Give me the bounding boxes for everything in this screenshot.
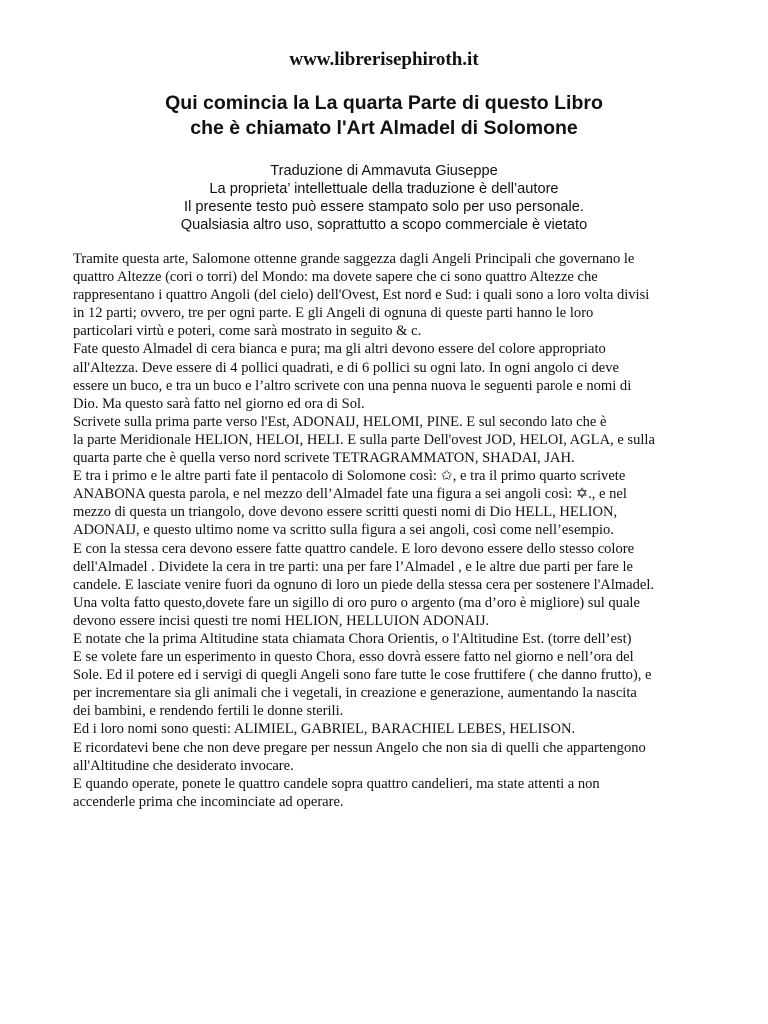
body-line: quattro Altezze (cori o torri) del Mondo: ma dovete sapere che ci sono quattro Altezze che xyxy=(73,269,598,286)
page-title xyxy=(0,91,768,141)
body-line: particolari virtù e poteri, come sarà mostrato in seguito & c. xyxy=(73,323,422,340)
body-line: rappresentano i quattro Angoli (del cielo) dell'Ovest, Est nord e Sud: i quali sono a loro volta divisi xyxy=(73,287,650,304)
body-line: E con la stessa cera devono essere fatte quattro candele. E loro devono essere dello stesso colore xyxy=(73,540,635,557)
title-line: Qui comincia la La quarta Parte di questo Libro xyxy=(165,92,603,114)
body-line: accenderle prima che incominciate ad operare. xyxy=(73,793,344,810)
body-line: E notate che la prima Altitudine stata chiamata Chora Orientis, o l'Altitudine Est. (torre dell’est) xyxy=(73,630,632,647)
body-line: Fate questo Almadel di cera bianca e pura; ma gli altri devono essere del colore appropriato xyxy=(73,341,606,358)
body-line: all'Altezza. Deve essere di 4 pollici quadrati, e di 6 pollici su ogni lato. In ogni angolo ci deve xyxy=(73,359,619,376)
body-line: la parte Meridionale HELION, HELOI, HELI. E sulla parte Dell'ovest JOD, HELOI, AGLA, e sulla xyxy=(73,431,655,448)
body-line: all'Altitudine che desiderato invocare. xyxy=(73,757,294,774)
translation-notice xyxy=(0,162,768,234)
body-line: Scrivete sulla prima parte verso l'Est, ADONAIJ, HELOMI, PINE. E sul secondo lato che è xyxy=(73,413,607,430)
notice-line: Qualsiasia altro uso, soprattutto a scopo commerciale è vietato xyxy=(180,217,588,233)
body-line: ANABONA questa parola, e nel mezzo dell’Almadel fate una figura a sei angoli così: ✡., e nel xyxy=(73,486,627,503)
notice-line: Traduzione di Ammavuta Giuseppe xyxy=(270,163,498,179)
body-line: in 12 parti; ovvero, tre per ogni parte. E gli Angeli di ognuna di queste parti hanno le loro xyxy=(73,305,594,322)
body-line: dei bambini, e rendendo fertili le donne sterili. xyxy=(73,703,344,720)
body-line: E quando operate, ponete le quattro candele sopra quattro candelieri, ma state attenti a non xyxy=(73,775,600,792)
body-line: E tra i primo e le altre parti fate il pentacolo di Solomone così: ✩, e tra il primo quarto scrivete xyxy=(73,468,626,485)
body-line: Tramite questa arte, Salomone ottenne grande saggezza dagli Angeli Principali che governano le xyxy=(73,251,635,267)
body-text xyxy=(73,250,713,811)
body-line: Sole. Ed il potere ed i servigi di quegli Angeli sono fare tutte le cose fruttifere ( che danno frutto), e xyxy=(73,667,652,684)
title-line: che è chiamato l'Art Almadel di Solomone xyxy=(190,117,578,139)
body-line: Ed i loro nomi sono questi: ALIMIEL, GABRIEL, BARACHIEL LEBES, HELISON. xyxy=(73,721,576,738)
body-line: mezzo di questa un triangolo, dove devono essere scritti questi nomi di Dio HELL, HELION, xyxy=(73,504,618,521)
body-line: E ricordatevi bene che non deve pregare per nessun Angelo che non sia di quelli che appartengono xyxy=(73,739,646,756)
body-line: candele. E lasciate venire fuori da ognuno di loro un piede della stessa cera per sostenere l'Almadel. xyxy=(73,576,655,593)
body-line: E se volete fare un esperimento in questo Chora, esso dovrà essere fatto nel giorno e nell’ora del xyxy=(73,649,634,666)
body-line: quarta parte che è quella verso nord scrivete TETRAGRAMMATON, SHADAI, JAH. xyxy=(73,450,575,467)
body-line: Dio. Ma questo sarà fatto nel giorno ed ora di Sol. xyxy=(73,395,365,412)
body-line: devono essere incisi questi tre nomi HELION, HELLUION ADONAIJ. xyxy=(73,612,490,629)
notice-line: La proprieta’ intellettuale della traduzione è dell’autore xyxy=(209,181,559,197)
body-line: dell'Almadel . Dividete la cera in tre parti: una per fare l’Almadel , e le altre due parti per fare le xyxy=(73,558,633,575)
site-url: www.librerisephiroth.it xyxy=(289,49,479,70)
body-line: per incrementare sia gli animali che i vegetali, in creazione e generazione, aumentando la nascita xyxy=(73,685,637,702)
body-line: essere un buco, e tra un buco e l’altro scrivete con una penna nuova le seguenti parole e nomi di xyxy=(73,377,632,394)
body-line: Una volta fatto questo,dovete fare un sigillo di oro puro o argento (ma d’oro è migliore) sul quale xyxy=(73,594,640,611)
body-line: ADONAIJ, e questo ultimo nome va scritto sulla figura a sei angoli, così come nell’esempio. xyxy=(73,522,614,539)
notice-line: Il presente testo può essere stampato solo per uso personale. xyxy=(184,199,584,215)
